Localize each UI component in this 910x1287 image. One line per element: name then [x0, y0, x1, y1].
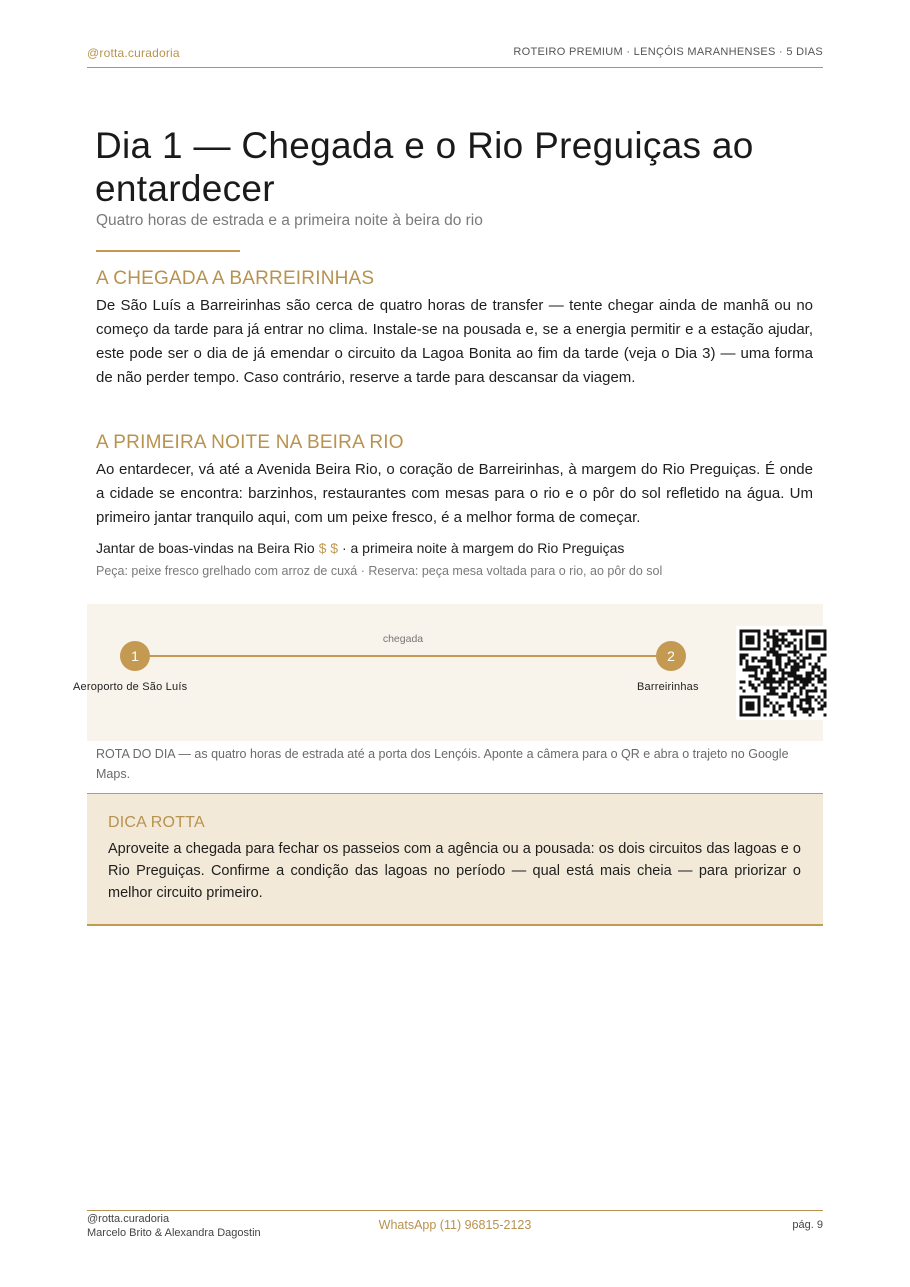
route-stop-name-1: Aeroporto de São Luís — [73, 681, 188, 693]
qr-code-icon[interactable] — [736, 626, 830, 720]
footer-brand: @rotta.curadoria — [87, 1213, 170, 1225]
tip-box — [87, 793, 823, 926]
section-text-arrival: De São Luís a Barreirinhas são cerca de quatro horas de transfer — tente chegar ainda de manhã ou no começo da tarde para já entrar no clima. Instale-se na pousada e, se a energia permitir e a estação ajudar, este pode ser o dia de já emendar o circuito da Lagoa Bonita ao fim da tarde (veja o Dia 3) — uma forma de não perder tempo. Caso contrário, reserve a tarde para descansar da viagem. — [96, 297, 813, 386]
page-subtitle: Quatro horas de estrada e a primeira noite à beira do rio — [96, 212, 483, 229]
section-heading-first-night: A PRIMEIRA NOITE NA BEIRA RIO — [96, 432, 404, 453]
footer-page-number: pág. 9 — [792, 1219, 823, 1231]
footer-authors: Marcelo Brito & Alexandra Dagostin — [87, 1227, 261, 1239]
route-stop-marker-2: 2 — [656, 641, 686, 671]
route-caption: ROTA DO DIA — as quatro horas de estrada até a porta dos Lençóis. Aponte a câmera para o QR e abra o trajeto no Google Maps. — [96, 747, 789, 781]
dinner-name: Jantar de boas-vindas na Beira Rio — [96, 540, 315, 556]
header-doc-title: ROTEIRO PREMIUM · LENÇÓIS MARANHENSES · 5 DIAS — [513, 46, 823, 58]
route-line — [135, 655, 671, 657]
route-stop-name-2: Barreirinhas — [637, 681, 699, 693]
page-footer — [87, 1210, 823, 1250]
page-header — [87, 46, 823, 68]
section-heading-arrival: A CHEGADA A BARREIRINHAS — [96, 268, 375, 289]
footer-whatsapp-link[interactable]: WhatsApp (11) 96815-2123 — [378, 1218, 532, 1232]
route-segment-label: chegada — [382, 633, 424, 645]
dinner-desc: · a primeira noite à margem do Rio Preguiças — [341, 540, 625, 556]
dinner-details: Peça: peixe fresco grelhado com arroz de cuxá · Reserva: peça mesa voltada para o rio, ao pôr do sol — [96, 564, 663, 578]
header-brand: @rotta.curadoria — [87, 46, 180, 60]
dinner-recommendation — [96, 540, 624, 556]
page-title: Dia 1 — Chegada e o Rio Preguiças ao entardecer — [95, 125, 754, 209]
route-stop-marker-1: 1 — [120, 641, 150, 671]
route-map-panel — [87, 604, 823, 741]
section-text-first-night: Ao entardecer, vá até a Avenida Beira Rio, o coração de Barreirinhas, à margem do Rio Preguiças. É onde a cidade se encontra: barzinhos, restaurantes com mesas para o rio e o pôr do sol refletido na água. Um primeiro jantar tranquilo aqui, com um peixe fresco, é a melhor forma de começar. — [96, 461, 813, 526]
tip-text: Aproveite a chegada para fechar os passeios com a agência ou a pousada: os dois circuitos das lagoas e o Rio Preguiças. Confirme a condição das lagoas no período — qual está mais cheia — para priorizar o melhor circuito primeiro. — [108, 841, 801, 901]
title-divider — [96, 250, 240, 252]
dinner-price: $ $ — [318, 540, 339, 556]
tip-heading: DICA ROTTA — [108, 814, 205, 831]
